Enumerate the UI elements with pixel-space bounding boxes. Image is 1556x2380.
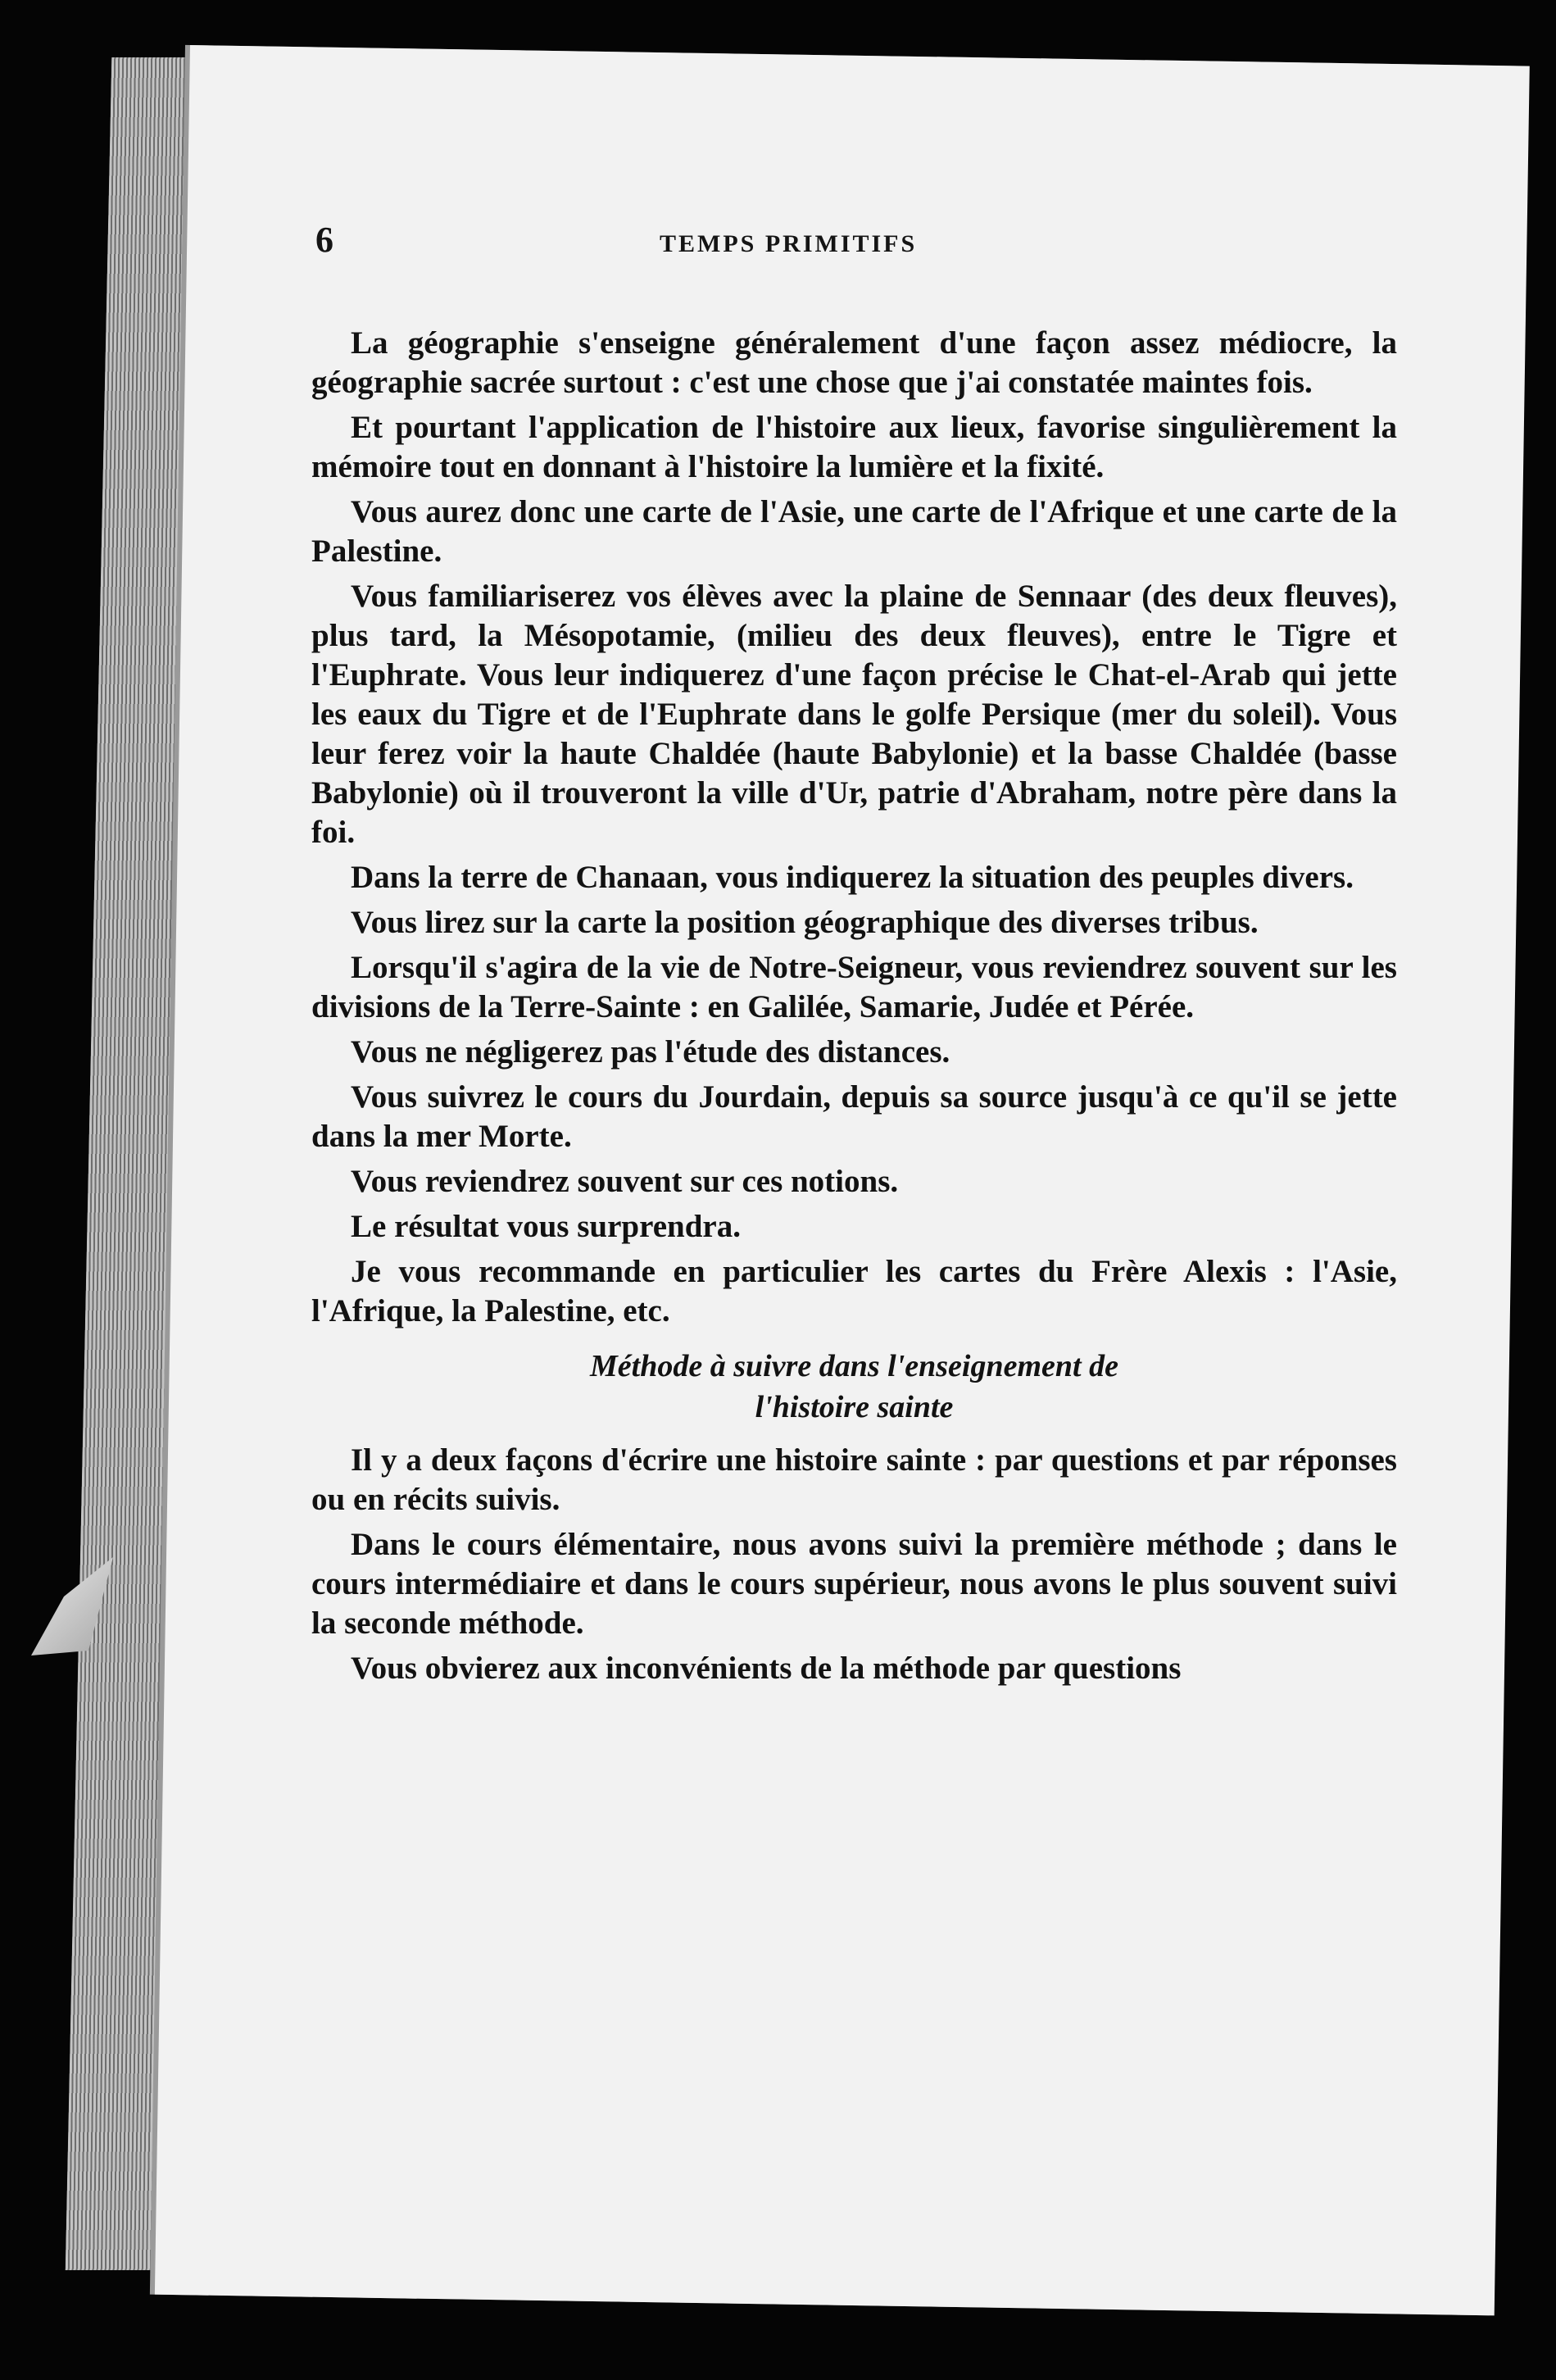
paragraph: Vous lirez sur la carte la position géographique des diverses tribus. xyxy=(351,905,1259,940)
paragraph: Je vous recommande en particulier les cartes du Frère Alexis : l'Asie, l'Afrique, la Palestine, etc. xyxy=(311,1254,1397,1329)
paragraph: Vous familiariserez vos élèves avec la plaine de Sennaar (des deux fleuves), plus tard, la Mésopotamie, (milieu des deux fleuves), entre le Tigre et l'Euphrate. Vous leur indiquerez d'une façon précise le Chat-el-Arab qui jette les eaux du Tigre et de l'Euphrate dans le golfe Persique (mer du soleil). Vous leur ferez voir la haute Chaldée (haute Babylonie) et la basse Chaldée (basse Babylonie) où il trouveront la ville d'Ur, patrie d'Abraham, notre père dans la foi. xyxy=(311,579,1397,850)
section-heading-line: Méthode à suivre dans l'enseignement de xyxy=(590,1349,1118,1383)
section-heading-line: l'histoire sainte xyxy=(755,1390,954,1424)
paragraph: Vous suivrez le cours du Jourdain, depuis sa source jusqu'à ce qu'il se jette dans la mer Morte. xyxy=(311,1079,1397,1154)
paragraph: Vous ne négligerez pas l'étude des distances. xyxy=(351,1034,950,1070)
page-body xyxy=(311,324,1397,1694)
paragraph: Dans la terre de Chanaan, vous indiquerez la situation des peuples divers. xyxy=(351,860,1354,895)
paragraph: Dans le cours élémentaire, nous avons suivi la première méthode ; dans le cours intermédiaire et dans le cours supérieur, nous avons le plus souvent suivi la seconde méthode. xyxy=(311,1527,1397,1641)
paragraph: Vous obvierez aux inconvénients de la méthode par questions xyxy=(351,1651,1182,1686)
section-heading xyxy=(311,1346,1397,1428)
page-number: 6 xyxy=(315,220,333,260)
running-title: TEMPS PRIMITIFS xyxy=(660,230,918,257)
paragraph: Et pourtant l'application de l'histoire aux lieux, favorise singulièrement la mémoire tout en donnant à l'histoire la lumière et la fixité. xyxy=(311,410,1397,484)
paragraph: Vous reviendrez souvent sur ces notions. xyxy=(351,1164,899,1199)
paragraph: La géographie s'enseigne généralement d'une façon assez médiocre, la géographie sacrée surtout : c'est une chose que j'ai constatée maintes fois. xyxy=(311,325,1397,400)
running-head xyxy=(315,219,1397,268)
paragraph: Vous aurez donc une carte de l'Asie, une carte de l'Afrique et une carte de la Palestine. xyxy=(311,494,1397,569)
paragraph: Il y a deux façons d'écrire une histoire sainte : par questions et par réponses ou en récits suivis. xyxy=(311,1442,1397,1517)
paragraph: Lorsqu'il s'agira de la vie de Notre-Seigneur, vous reviendrez souvent sur les divisions de la Terre-Sainte : en Galilée, Samarie, Judée et Pérée. xyxy=(311,950,1397,1024)
paragraph: Le résultat vous surprendra. xyxy=(351,1209,741,1244)
